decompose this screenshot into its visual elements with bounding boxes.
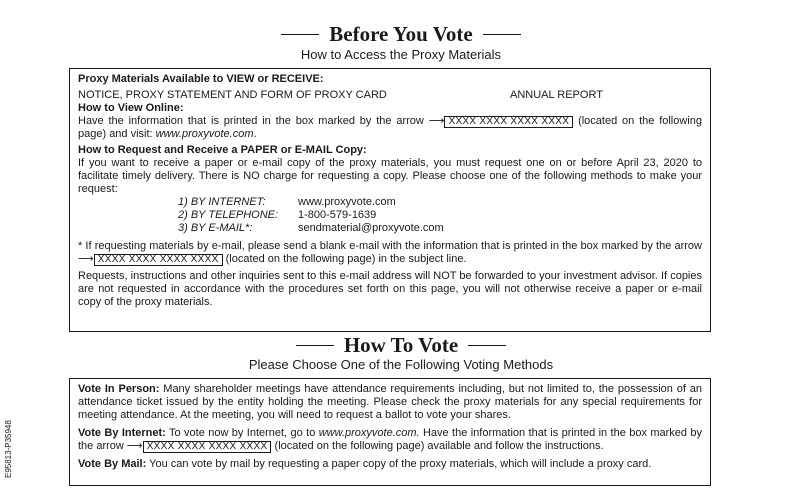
vote-by-internet-url[interactable]: www.proxyvote.com. <box>318 427 420 439</box>
arrow-icon: ⟶ <box>126 440 143 452</box>
arrow-icon: ⟶ <box>78 253 94 265</box>
vote-in-person <box>78 383 702 422</box>
vote-by-internet-text-3: (located on the following page) available and follow the instructions. <box>274 440 604 452</box>
request-method-email: 3) BY E-MAIL*: sendmaterial@proxyvote.com <box>178 222 444 234</box>
view-online-text-2: (located on the following page) and visit: <box>78 115 702 140</box>
before-you-vote-heading <box>0 22 802 47</box>
heading-rule-right <box>483 34 521 35</box>
request-methods <box>178 196 702 235</box>
vote-by-internet-text-2: Have the information that is printed in the box marked by the arrow <box>78 427 703 452</box>
how-to-vote-subtitle: Please Choose One of the Following Voting Methods <box>248 357 554 372</box>
email-disclaimer: Requests, instructions and other inquiries sent to this e-mail address will NOT be forwarded to your investment advisor. If copies are not requested in accordance with the procedures set forth on this page, you will not otherwise receive a paper or e-mail copy of the proxy materials. <box>78 270 702 308</box>
document-code: E95813-P35948 <box>4 420 13 478</box>
vote-by-internet-label: Vote By Internet: <box>78 427 166 439</box>
vote-by-internet-text-1: To vote now by Internet, go to <box>169 427 316 439</box>
email-note-text-1: * If requesting materials by e-mail, please send a blank e-mail with the information that is printed in the box marked by the arrow <box>78 240 702 252</box>
before-you-vote-title: Before You Vote <box>329 22 473 46</box>
request-heading: How to Request and Receive a PAPER or E-MAIL Copy: <box>78 144 367 156</box>
request-text: If you want to receive a paper or e-mail copy of the proxy materials, you must request one on or before April 23, 2020 to facilitate timely delivery. There is NO charge for requesting a copy. Please choose one of the following methods to make your request: <box>78 157 702 195</box>
heading-rule-right <box>468 345 506 346</box>
heading-rule-left <box>281 34 319 35</box>
vote-by-internet <box>78 427 702 453</box>
materials-item-annual-report: ANNUAL REPORT <box>510 89 603 101</box>
email-note-text-2: (located on the following page) in the subject line. <box>225 253 467 265</box>
heading-rule-left <box>296 345 334 346</box>
vote-by-mail-text: You can vote by mail by requesting a paper copy of the proxy materials, which will include a proxy card. <box>149 458 652 470</box>
view-online-heading: How to View Online: <box>78 102 184 114</box>
vote-by-mail <box>78 458 702 471</box>
control-number-box: XXXX XXXX XXXX XXXX <box>143 441 272 453</box>
how-to-vote-title: How To Vote <box>343 333 459 357</box>
vote-by-mail-label: Vote By Mail: <box>78 458 147 470</box>
materials-heading: Proxy Materials Available to VIEW or RECEIVE: <box>78 73 324 85</box>
proxy-materials-box <box>69 68 711 332</box>
control-number-box: XXXX XXXX XXXX XXXX <box>444 116 573 128</box>
view-online-text: Have the information that is printed in the box marked by the arrow ⟶ XXXX XXXX XXXX XXXX (located on the following page) and visit: www.proxyvote.com. <box>78 115 702 140</box>
email-note <box>78 240 702 266</box>
view-online-text-1: Have the information that is printed in the box marked by the arrow <box>78 115 424 127</box>
materials-item-proxy: NOTICE, PROXY STATEMENT AND FORM OF PROXY CARD <box>78 89 387 101</box>
vote-in-person-label: Vote In Person: <box>78 383 160 395</box>
before-you-vote-subtitle: How to Access the Proxy Materials <box>300 47 502 62</box>
view-online-url[interactable]: www.proxyvote.com <box>155 128 254 140</box>
materials-items-row <box>78 89 702 102</box>
vote-in-person-text: Many shareholder meetings have attendance requirements including, but not limited to, the possession of an attendance ticket issued by the entity holding the meeting. Please check the proxy materials for any special requirements for meeting attendance. At the meeting, you will need to request a ballot to vote your shares. <box>78 383 702 421</box>
request-method-telephone: 2) BY TELEPHONE: 1-800-579-1639 <box>178 209 377 221</box>
how-to-vote-heading <box>0 333 802 358</box>
arrow-icon: ⟶ <box>428 115 445 127</box>
control-number-box: XXXX XXXX XXXX XXXX <box>94 254 223 266</box>
voting-methods-box <box>69 378 711 486</box>
request-method-internet: 1) BY INTERNET: www.proxyvote.com <box>178 196 396 208</box>
